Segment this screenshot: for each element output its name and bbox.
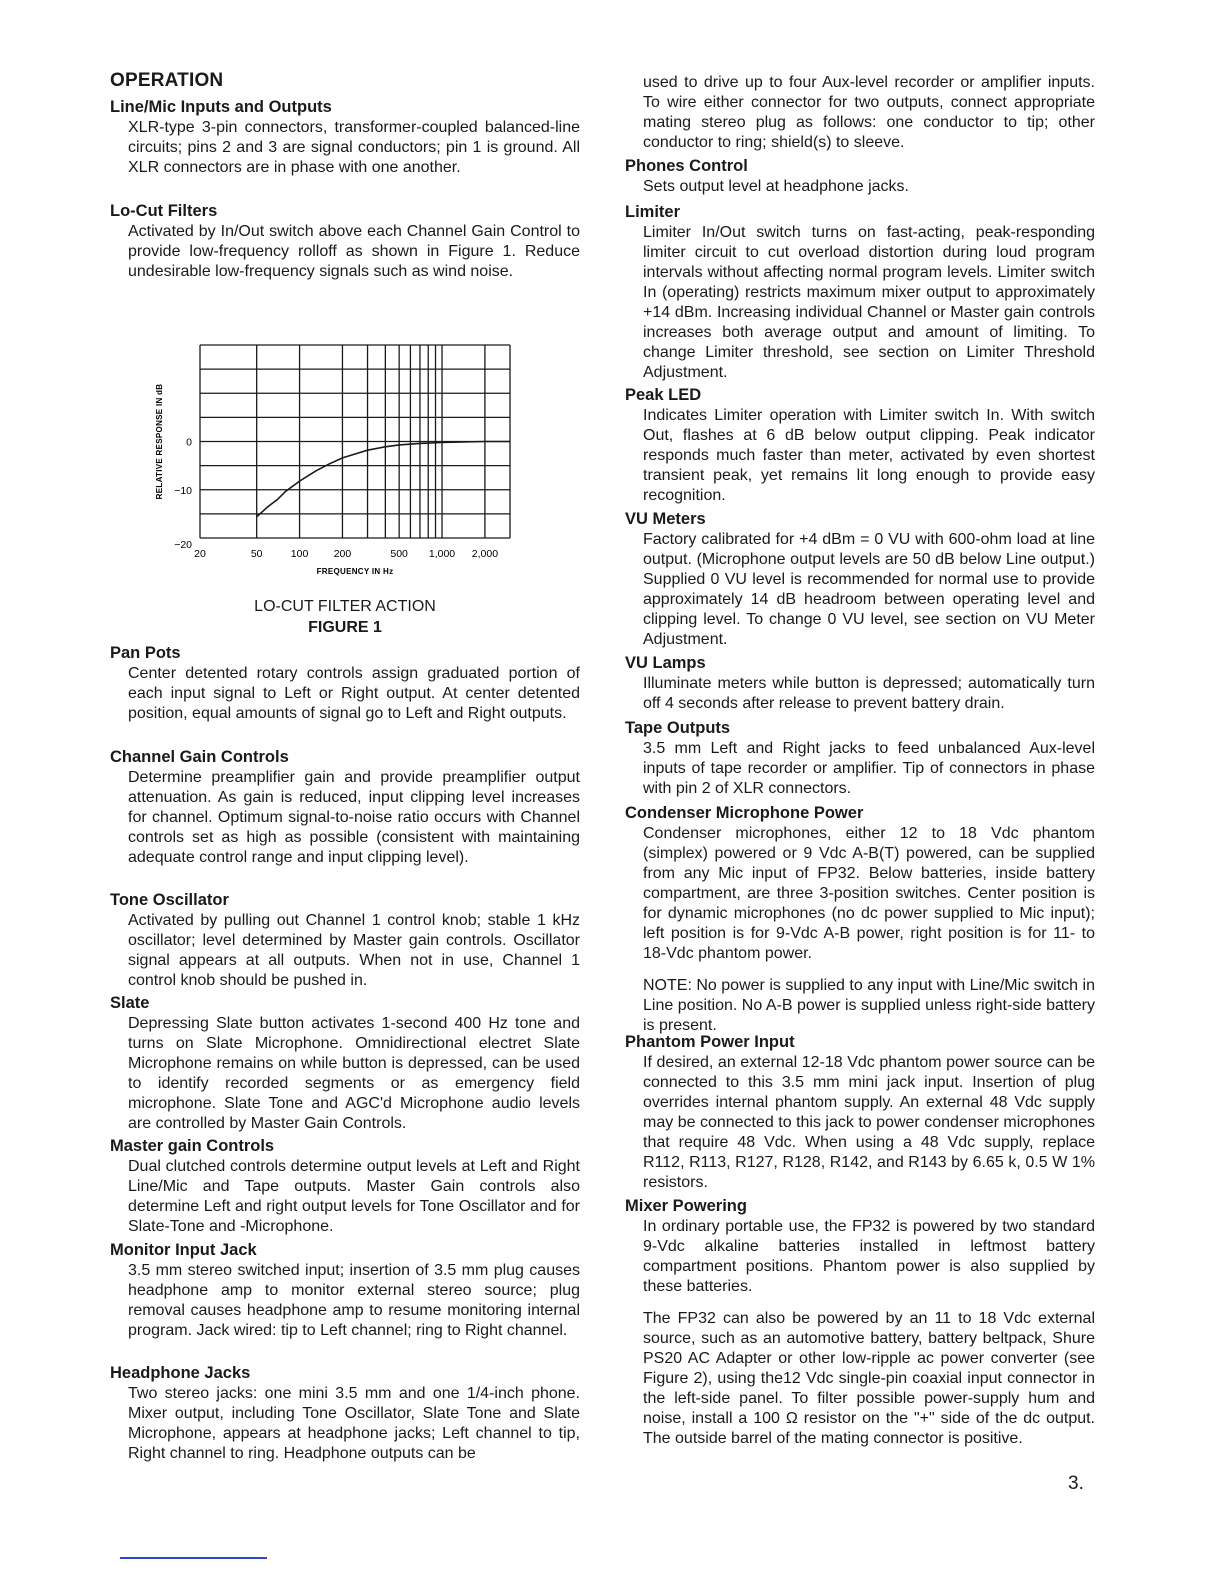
section-title: Lo-Cut Filters — [110, 202, 218, 220]
section-pan-pots — [110, 642, 580, 724]
section-title: Line/Mic Inputs and Outputs — [110, 98, 332, 116]
section-text: Determine preamplifier gain and provide preamplifier output attenuation. As gain is reduced, input clipping level increases for channel. Optimum signal-to-noise ratio occurs with Channel controls set as high as possible (consistent with maintaining adequate control range and input clipping level). — [128, 769, 580, 866]
section-text-2: The FP32 can also be powered by an 11 to 18 Vdc external source, such as an automotive battery, battery beltpack, Shure PS20 AC Adapter or other low-ripple ac power converter (see Figure 2), using the12 Vdc single-pin coaxial input connector in the left-side panel. To filter possible power-supply hum and noise, install a 100 Ω resistor on the "+" side of the dc output. The outside barrel of the mating connector is positive. — [643, 1310, 1095, 1447]
section-limiter — [625, 201, 1095, 383]
section-text: In ordinary portable use, the FP32 is powered by two standard 9-Vdc alkaline batteries installed in leftmost battery compartment positions. Phantom power is also supplied by these batteries. — [643, 1218, 1095, 1295]
section-title: Peak LED — [625, 386, 702, 404]
y-tick-label: −10 — [174, 484, 192, 497]
x-tick-label: 20 — [194, 548, 206, 560]
section-condenser-power — [625, 802, 1095, 1036]
x-tick-label: 50 — [250, 548, 263, 560]
section-title: Mixer Powering — [625, 1197, 747, 1215]
section-title: Pan Pots — [110, 644, 181, 662]
section-title: Channel Gain Controls — [110, 748, 289, 766]
section-title: Master gain Controls — [110, 1137, 275, 1155]
x-tick-label: 200 — [333, 548, 352, 560]
x-tick-label: 100 — [290, 548, 309, 560]
section-text: Condenser microphones, either 12 to 18 Vdc phantom (simplex) powered or 9 Vdc A-B(T) powered, can be supplied from any Mic input of FP32. Below batteries, inside battery compartment, are three 3-position switches. Center position is for dynamic microphones (no dc power supplied to Mic input); left position is for 9-Vdc A-B power, right position is for 11- to 18-Vdc phantom power. — [643, 825, 1095, 962]
x-tick-label: 2,000 — [471, 548, 499, 560]
section-mixer-powering — [625, 1195, 1095, 1449]
section-slate — [110, 992, 580, 1134]
section-phones-control — [625, 155, 1095, 197]
section-text: XLR-type 3-pin connectors, transformer-coupled balanced-line circuits; pins 2 and 3 are signal conductors; pin 1 is ground. All XLR connectors are in phase with one another. — [128, 119, 580, 176]
figure-1 — [110, 335, 580, 645]
section-title: Phones Control — [625, 157, 748, 175]
section-master-gain — [110, 1135, 580, 1237]
section-tape-outputs — [625, 717, 1095, 799]
section-note: NOTE: No power is supplied to any input with Line/Mic switch in Line position. No A-B power is supplied unless right-side battery is present. — [643, 977, 1095, 1034]
section-text: Limiter In/Out switch turns on fast-acting, peak-responding limiter circuit to cut overload distortion during loud program intervals without affecting normal program levels. Limiter switch In (operating) restricts maximum mixer output to approximately +14 dBm. Increasing individual Channel or Master gain controls increases both average output and amount of limiting. To change Limiter threshold, see section on Limiter Threshold Adjustment. — [643, 224, 1095, 381]
section-text: 3.5 mm stereo switched input; insertion of 3.5 mm plug causes headphone amp to monitor external stereo source; plug removal causes headphone amp to resume monitoring internal program. Jack wired: tip to Left channel; ring to Right channel. — [128, 1262, 580, 1339]
section-title: Tape Outputs — [625, 719, 731, 737]
section-text: Sets output level at headphone jacks. — [643, 178, 909, 195]
figure-caption: LO-CUT FILTER ACTION — [254, 598, 436, 615]
section-peak-led — [625, 384, 1095, 506]
section-title: Slate — [110, 994, 150, 1012]
section-title: Limiter — [625, 203, 681, 221]
section-title: VU Lamps — [625, 654, 706, 672]
section-text: used to drive up to four Aux-level recorder or amplifier inputs. To wire either connector for two outputs, connect appropriate mating stereo plug as follows: one conductor to tip; other conductor to ring; shield(s) to sleeve. — [643, 74, 1095, 151]
x-tick-label: 500 — [390, 548, 408, 560]
section-title: Tone Oscillator — [110, 891, 229, 909]
x-axis-label: FREQUENCY IN Hz — [316, 567, 394, 576]
section-text: 3.5 mm Left and Right jacks to feed unbalanced Aux-level inputs of tape recorder or amplifier. Tip of connectors in phase with pin 2 of XLR connectors. — [643, 740, 1095, 797]
series-line — [257, 442, 510, 517]
section-text: Activated by pulling out Channel 1 control knob; stable 1 kHz oscillator; level determined by Master gain controls. Oscillator signal appears at all outputs. When not in use, Channel 1 control knob should be pushed in. — [128, 912, 580, 989]
section-text: Indicates Limiter operation with Limiter switch In. With switch Out, flashes at 6 dB below output clipping. Peak indicator responds much faster than meter, activated by even shortest transient peak, yet remains lit long enough to provide easy recognition. — [643, 407, 1095, 504]
footer-rule — [120, 1557, 267, 1559]
section-text: If desired, an external 12-18 Vdc phantom power source can be connected to this 3.5 mm mini jack input. Insertion of plug overrides internal phantom supply. An external 48 Vdc supply may be connected to this jack to power condenser microphones that require 48 Vdc. When using a 48 Vdc supply, replace R112, R113, R127, R128, R142, and R143 by 6.65 k, 0.5 W 1% resistors. — [643, 1054, 1095, 1191]
section-text: Activated by In/Out switch above each Channel Gain Control to provide low-frequency rolloff as shown in Figure 1. Reduce undesirable low-frequency signals such as wind noise. — [128, 223, 580, 280]
y-tick-label: −20 — [174, 539, 192, 551]
section-monitor-input — [110, 1239, 580, 1341]
x-tick-label: 1,000 — [428, 548, 456, 560]
figure-number: FIGURE 1 — [308, 619, 382, 636]
y-axis-label: RELATIVE RESPONSE IN dB — [155, 383, 164, 500]
section-title: Monitor Input Jack — [110, 1241, 257, 1259]
lo-cut-chart — [110, 335, 580, 595]
section-line-mic — [110, 96, 580, 178]
section-text: Illuminate meters while button is depressed; automatically turn off 4 seconds after release to prevent battery drain. — [643, 675, 1095, 712]
section-title: VU Meters — [625, 510, 706, 528]
section-text: Depressing Slate button activates 1-second 400 Hz tone and turns on Slate Microphone. Omnidirectional electret Slate Microphone remains on while button is depressed, can be used to identify recorded segments or as emergency field microphone. Slate Tone and AGC'd Microphone audio levels are controlled by Master Gain Controls. — [128, 1015, 580, 1132]
section-vu-meters — [625, 508, 1095, 650]
section-channel-gain — [110, 746, 580, 868]
y-tick-label: 0 — [186, 436, 192, 449]
section-phantom-input — [625, 1031, 1095, 1193]
section-tone-oscillator — [110, 889, 580, 991]
page-heading: OPERATION — [110, 70, 224, 91]
section-text: Dual clutched controls determine output levels at Left and Right Line/Mic and Tape outputs. Master Gain controls also determine Left and right output levels for Tone Oscillator and for Slate-Tone and -Microphone. — [128, 1158, 580, 1235]
section-text: Center detented rotary controls assign graduated portion of each input signal to Left or Right output. At center detented position, equal amounts of signal go to Left and Right outputs. — [128, 665, 580, 722]
section-vu-lamps — [625, 652, 1095, 714]
section-text: Factory calibrated for +4 dBm = 0 VU with 600-ohm load at line output. (Microphone output levels are 50 dB below Line output.) Supplied 0 VU level is recommended for normal use to provide approximately 14 dB headroom between operating level and clipping level. To change 0 VU level, see section on VU Meter Adjustment. — [643, 531, 1095, 648]
page-number: 3. — [1068, 1473, 1084, 1494]
section-headphone-jacks — [110, 1362, 580, 1464]
section-lo-cut — [110, 200, 580, 282]
section-headphone-continued — [625, 73, 1095, 153]
section-title: Headphone Jacks — [110, 1364, 251, 1382]
section-title: Condenser Microphone Power — [625, 804, 864, 822]
section-title: Phantom Power Input — [625, 1033, 795, 1051]
section-text: Two stereo jacks: one mini 3.5 mm and one 1/4-inch phone. Mixer output, including Tone Oscillator, Slate Tone and Slate Microphone, appears at headphone jacks; Left channel to tip, Right channel to ring. Headphone outputs can be — [128, 1385, 580, 1462]
